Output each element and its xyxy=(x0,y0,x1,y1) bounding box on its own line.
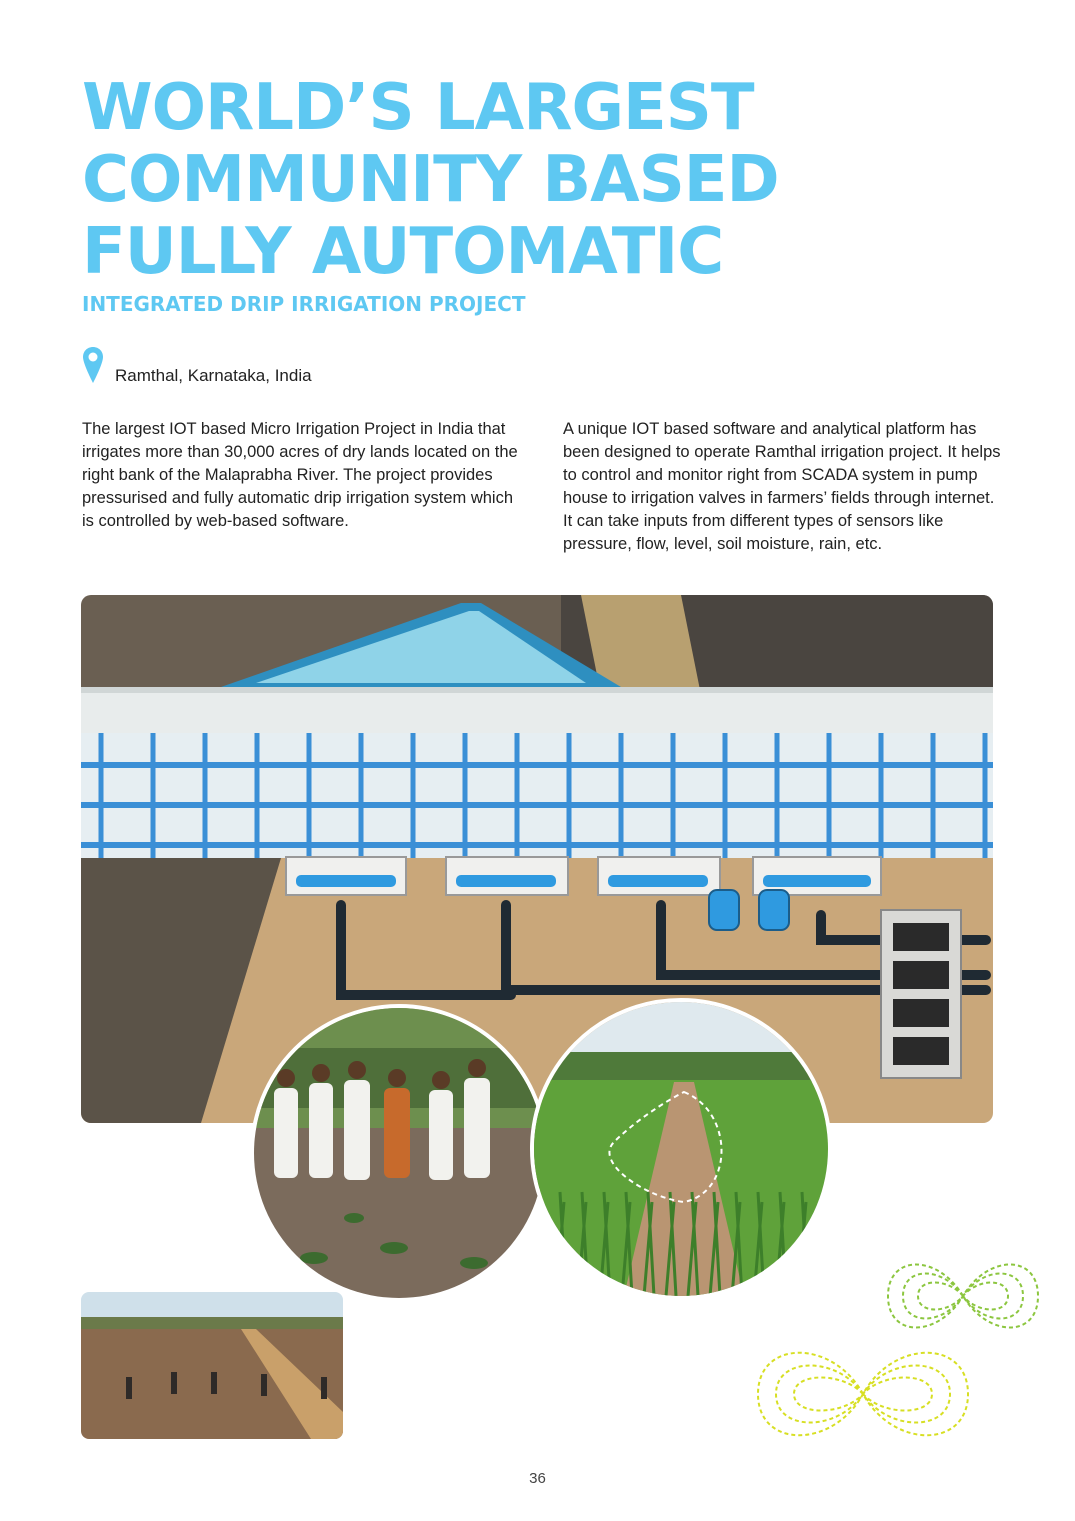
title-line-2: COMMUNITY BASED xyxy=(82,143,779,217)
farmers-training-photo xyxy=(250,1004,548,1302)
title-line-3: FULLY AUTOMATIC xyxy=(82,215,724,289)
page-title xyxy=(82,72,779,288)
pump-house-illustration xyxy=(81,595,993,1123)
intro-paragraph-right: A unique IOT based software and analytical platform has been designed to operate Ramthal irrigation project. It helps to control and monitor right from SCADA system in pump house to irrigation valves in farmers’ fields through internet. It can take inputs from different types of sensors like pressure, flow, level, soil moisture, rain, etc. xyxy=(563,420,1001,553)
location-pin-icon xyxy=(82,346,104,384)
intro-paragraph-left: The largest IOT based Micro Irrigation Project in India that irrigates more than 30,000 acres of dry lands located on the right bank of the Malaprabha River. The project provides pressurised and fully automatic drip irrigation system which is controlled by web-based software. xyxy=(82,420,518,530)
infinity-decoration-icon xyxy=(748,1244,1048,1462)
location-text: Ramthal, Karnataka, India xyxy=(115,366,312,385)
title-line-1: WORLD’S LARGEST xyxy=(82,71,754,145)
page-subtitle: INTEGRATED DRIP IRRIGATION PROJECT xyxy=(82,292,526,316)
page-number: 36 xyxy=(529,1470,546,1487)
field-workers-photo xyxy=(81,1292,343,1439)
